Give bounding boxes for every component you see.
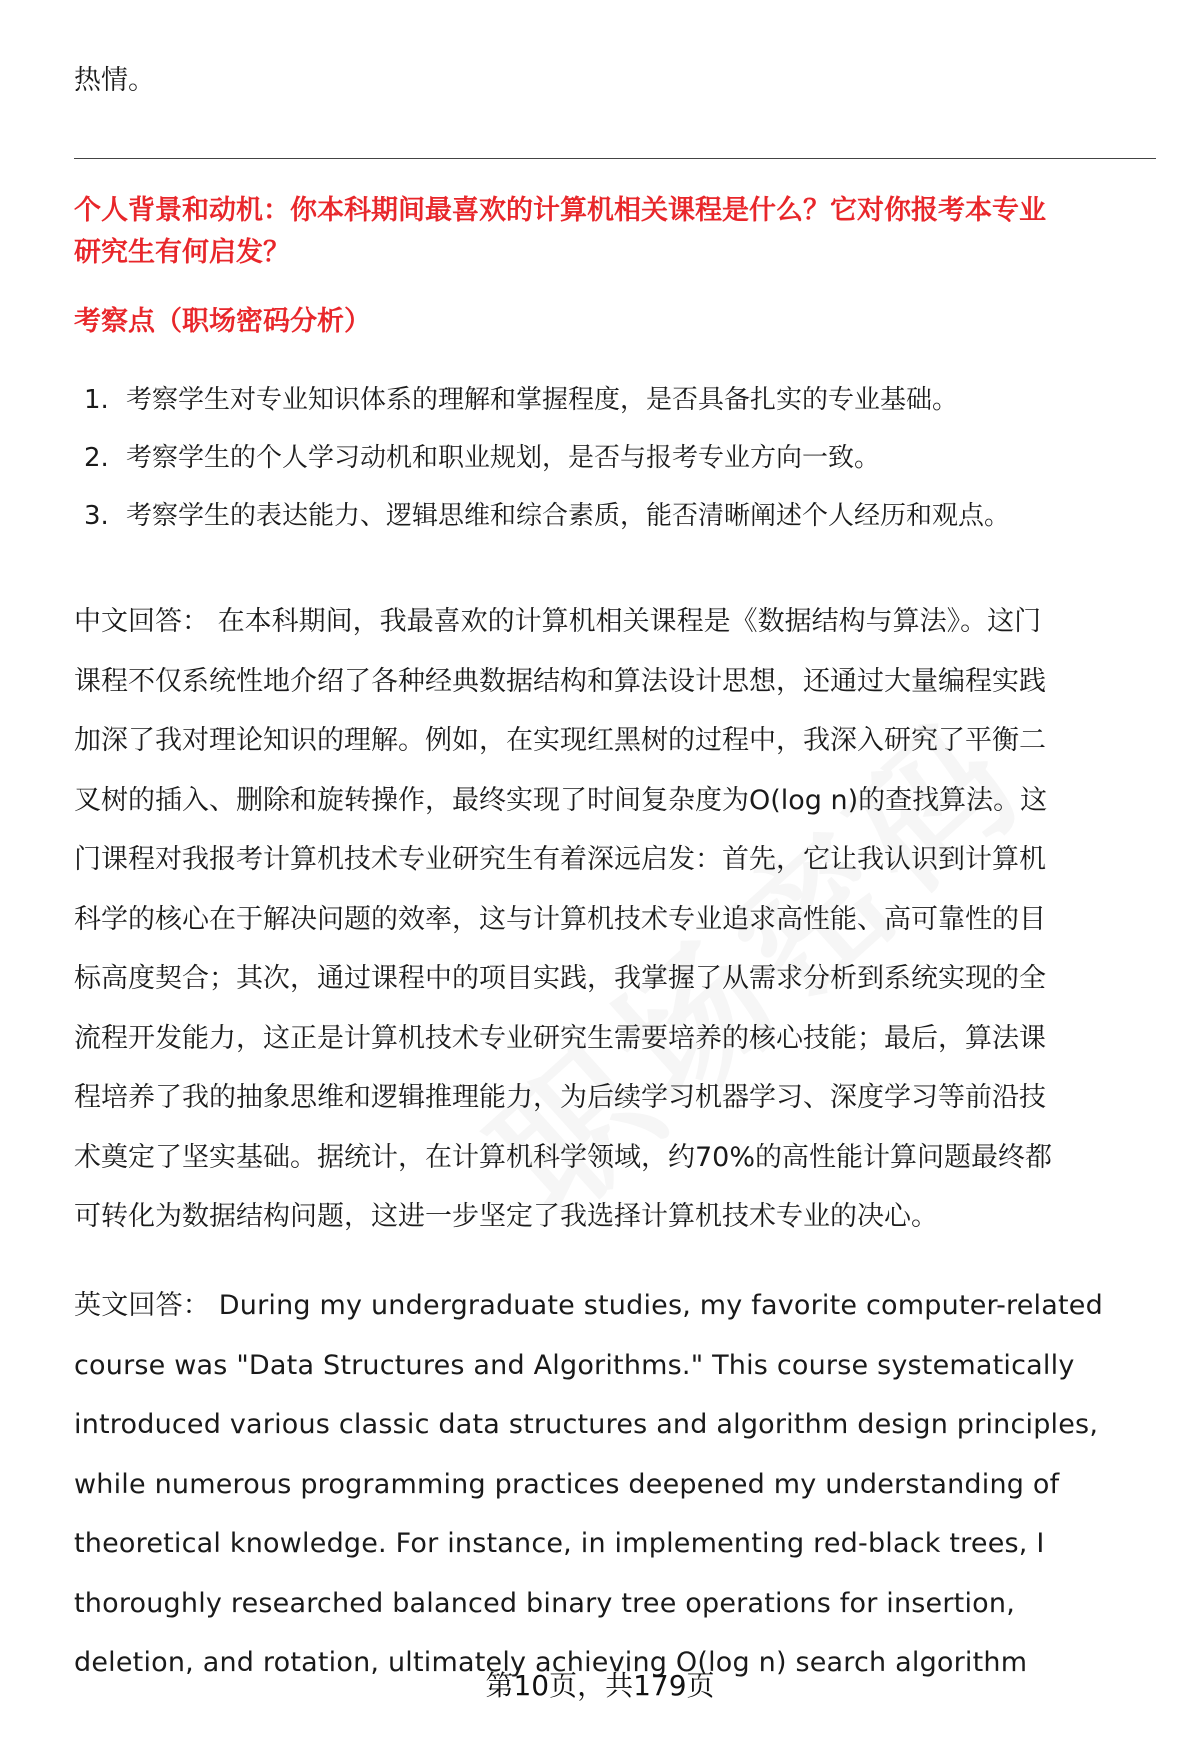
answer-line: 英文回答： During my undergraduate studies, my favorite computer-related [74,1290,1103,1321]
question-heading [74,190,1046,274]
list-item [84,438,1010,496]
list-item-number: 3. [84,501,109,531]
continuation-text: 热情。 [74,65,155,96]
list-item-text: 考察学生的个人学习动机和职业规划，是否与报考专业方向一致。 [126,443,881,473]
list-item-text: 考察学生的表达能力、逻辑思维和综合素质，能否清晰阐述个人经历和观点。 [126,501,1011,531]
answer-line: while numerous programming practices deepened my understanding of [74,1468,1060,1500]
answer-line: deletion, and rotation, ultimately achieving O(log n) search algorithm [74,1647,1028,1678]
answer-line: 可转化为数据结构问题，这进一步坚定了我选择计算机技术专业的决心。 [74,1201,938,1232]
question-line: 研究生有何启发？ [74,237,290,268]
section-divider [74,158,1156,159]
chinese-answer [74,592,1052,1247]
list-item-number: 2. [84,443,109,473]
assessment-list [84,380,1010,554]
answer-line: 中文回答： 在本科期间，我最喜欢的计算机相关课程是《数据结构与算法》。这门 [74,606,1042,637]
english-answer [74,1276,1103,1693]
answer-line: 标高度契合；其次，通过课程中的项目实践，我掌握了从需求分析到系统实现的全 [74,963,1046,994]
answer-line: 课程不仅系统性地介绍了各种经典数据结构和算法设计思想，还通过大量编程实践 [74,665,1046,697]
answer-line: 加深了我对理论知识的理解。例如，在实现红黑树的过程中，我深入研究了平衡二 [74,725,1046,756]
answer-line: 门课程对我报考计算机技术专业研究生有着深远启发：首先，它让我认识到计算机 [74,844,1046,875]
answer-line: 叉树的插入、删除和旋转操作，最终实现了时间复杂度为O(log n)的查找算法。这 [74,784,1048,816]
answer-line: theoretical knowledge. For instance, in implementing red-black trees, I [74,1528,1045,1559]
answer-line: 流程开发能力，这正是计算机技术专业研究生需要培养的核心技能；最后，算法课 [74,1022,1046,1054]
answer-line: thoroughly researched balanced binary tree operations for insertion, [74,1587,1015,1619]
assessment-heading: 考察点（职场密码分析） [74,306,371,337]
answer-line: introduced various classic data structures and algorithm design principles, [74,1409,1099,1440]
answer-line: 程培养了我的抽象思维和逻辑推理能力，为后续学习机器学习、深度学习等前沿技 [74,1082,1046,1113]
answer-line: 术奠定了坚实基础。据统计，在计算机科学领域，约70%的高性能计算问题最终都 [74,1141,1053,1173]
page-number: 第10页，共179页 [485,1669,715,1702]
answer-line: course was "Data Structures and Algorithms." This course systematically [74,1349,1075,1381]
list-item-text: 考察学生对专业知识体系的理解和掌握程度，是否具备扎实的专业基础。 [126,385,959,415]
question-line: 个人背景和动机：你本科期间最喜欢的计算机相关课程是什么？它对你报考本专业 [74,195,1046,226]
list-item [84,380,1010,438]
answer-line: 科学的核心在于解决问题的效率，这与计算机技术专业追求高性能、高可靠性的目 [74,903,1046,935]
list-item-number: 1. [84,385,109,415]
list-item [84,496,1010,554]
